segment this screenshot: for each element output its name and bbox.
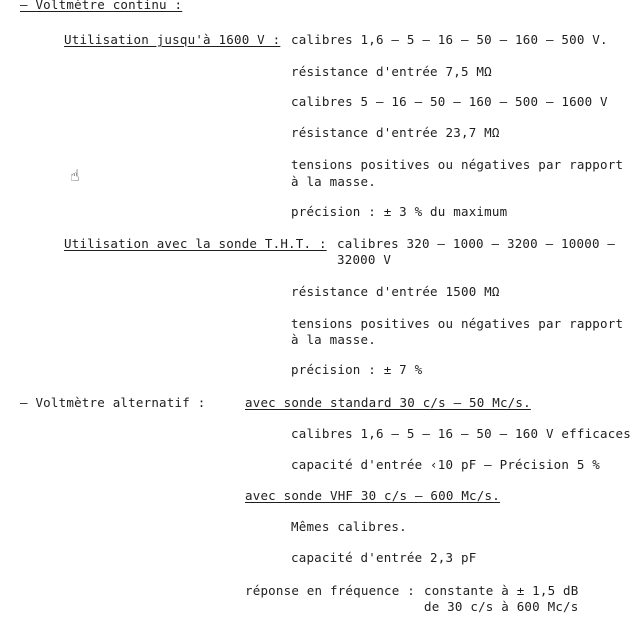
frequency-response-line-1: constante à ± 1,5 dB xyxy=(424,583,579,598)
ranges-line-1: calibres 1,6 – 5 – 16 – 50 – 160 – 500 V. xyxy=(291,32,608,47)
vhf-probe-label: avec sonde VHF 30 c/s – 600 Mc/s. xyxy=(245,488,500,503)
input-resistance-1: résistance d'entrée 7,5 MΩ xyxy=(291,64,492,79)
ranges-line-2: calibres 5 – 16 – 50 – 160 – 500 – 1600 V xyxy=(291,94,608,109)
vhf-probe-ranges: Mêmes calibres. xyxy=(291,519,407,534)
frequency-response-line-2: de 30 c/s à 600 Mc/s xyxy=(424,599,579,614)
tht-ranges-line-1: calibres 320 – 1000 – 3200 – 10000 – xyxy=(337,236,616,251)
ac-voltmeter-heading: – Voltmètre alternatif : xyxy=(20,395,206,410)
up-to-1600-label: Utilisation jusqu'à 1600 V : xyxy=(64,32,281,47)
standard-probe-capacity: capacité d'entrée ‹10 pF – Précision 5 % xyxy=(291,457,601,472)
tht-polarity-line-1: tensions positives ou négatives par rapport xyxy=(291,316,624,331)
tht-input-resistance: résistance d'entrée 1500 MΩ xyxy=(291,284,500,299)
dc-voltmeter-heading: – Voltmètre continu : xyxy=(20,0,183,12)
polarity-line-2: à la masse. xyxy=(291,174,376,189)
tht-probe-label: Utilisation avec la sonde T.H.T. : xyxy=(64,236,327,251)
frequency-response-label: réponse en fréquence : xyxy=(245,583,415,598)
polarity-line-1: tensions positives ou négatives par rapport xyxy=(291,157,624,172)
tht-precision: précision : ± 7 % xyxy=(291,362,423,377)
input-resistance-2: résistance d'entrée 23,7 MΩ xyxy=(291,125,500,140)
standard-probe-label: avec sonde standard 30 c/s – 50 Mc/s. xyxy=(245,395,531,410)
vhf-probe-capacity: capacité d'entrée 2,3 pF xyxy=(291,550,477,565)
tht-ranges-line-2: 32000 V xyxy=(337,252,392,267)
standard-probe-ranges: calibres 1,6 – 5 – 16 – 50 – 160 V efficaces xyxy=(291,426,631,441)
precision-1: précision : ± 3 % du maximum xyxy=(291,204,508,219)
hand-cursor-icon: ☝ xyxy=(70,166,80,185)
tht-polarity-line-2: à la masse. xyxy=(291,332,376,347)
